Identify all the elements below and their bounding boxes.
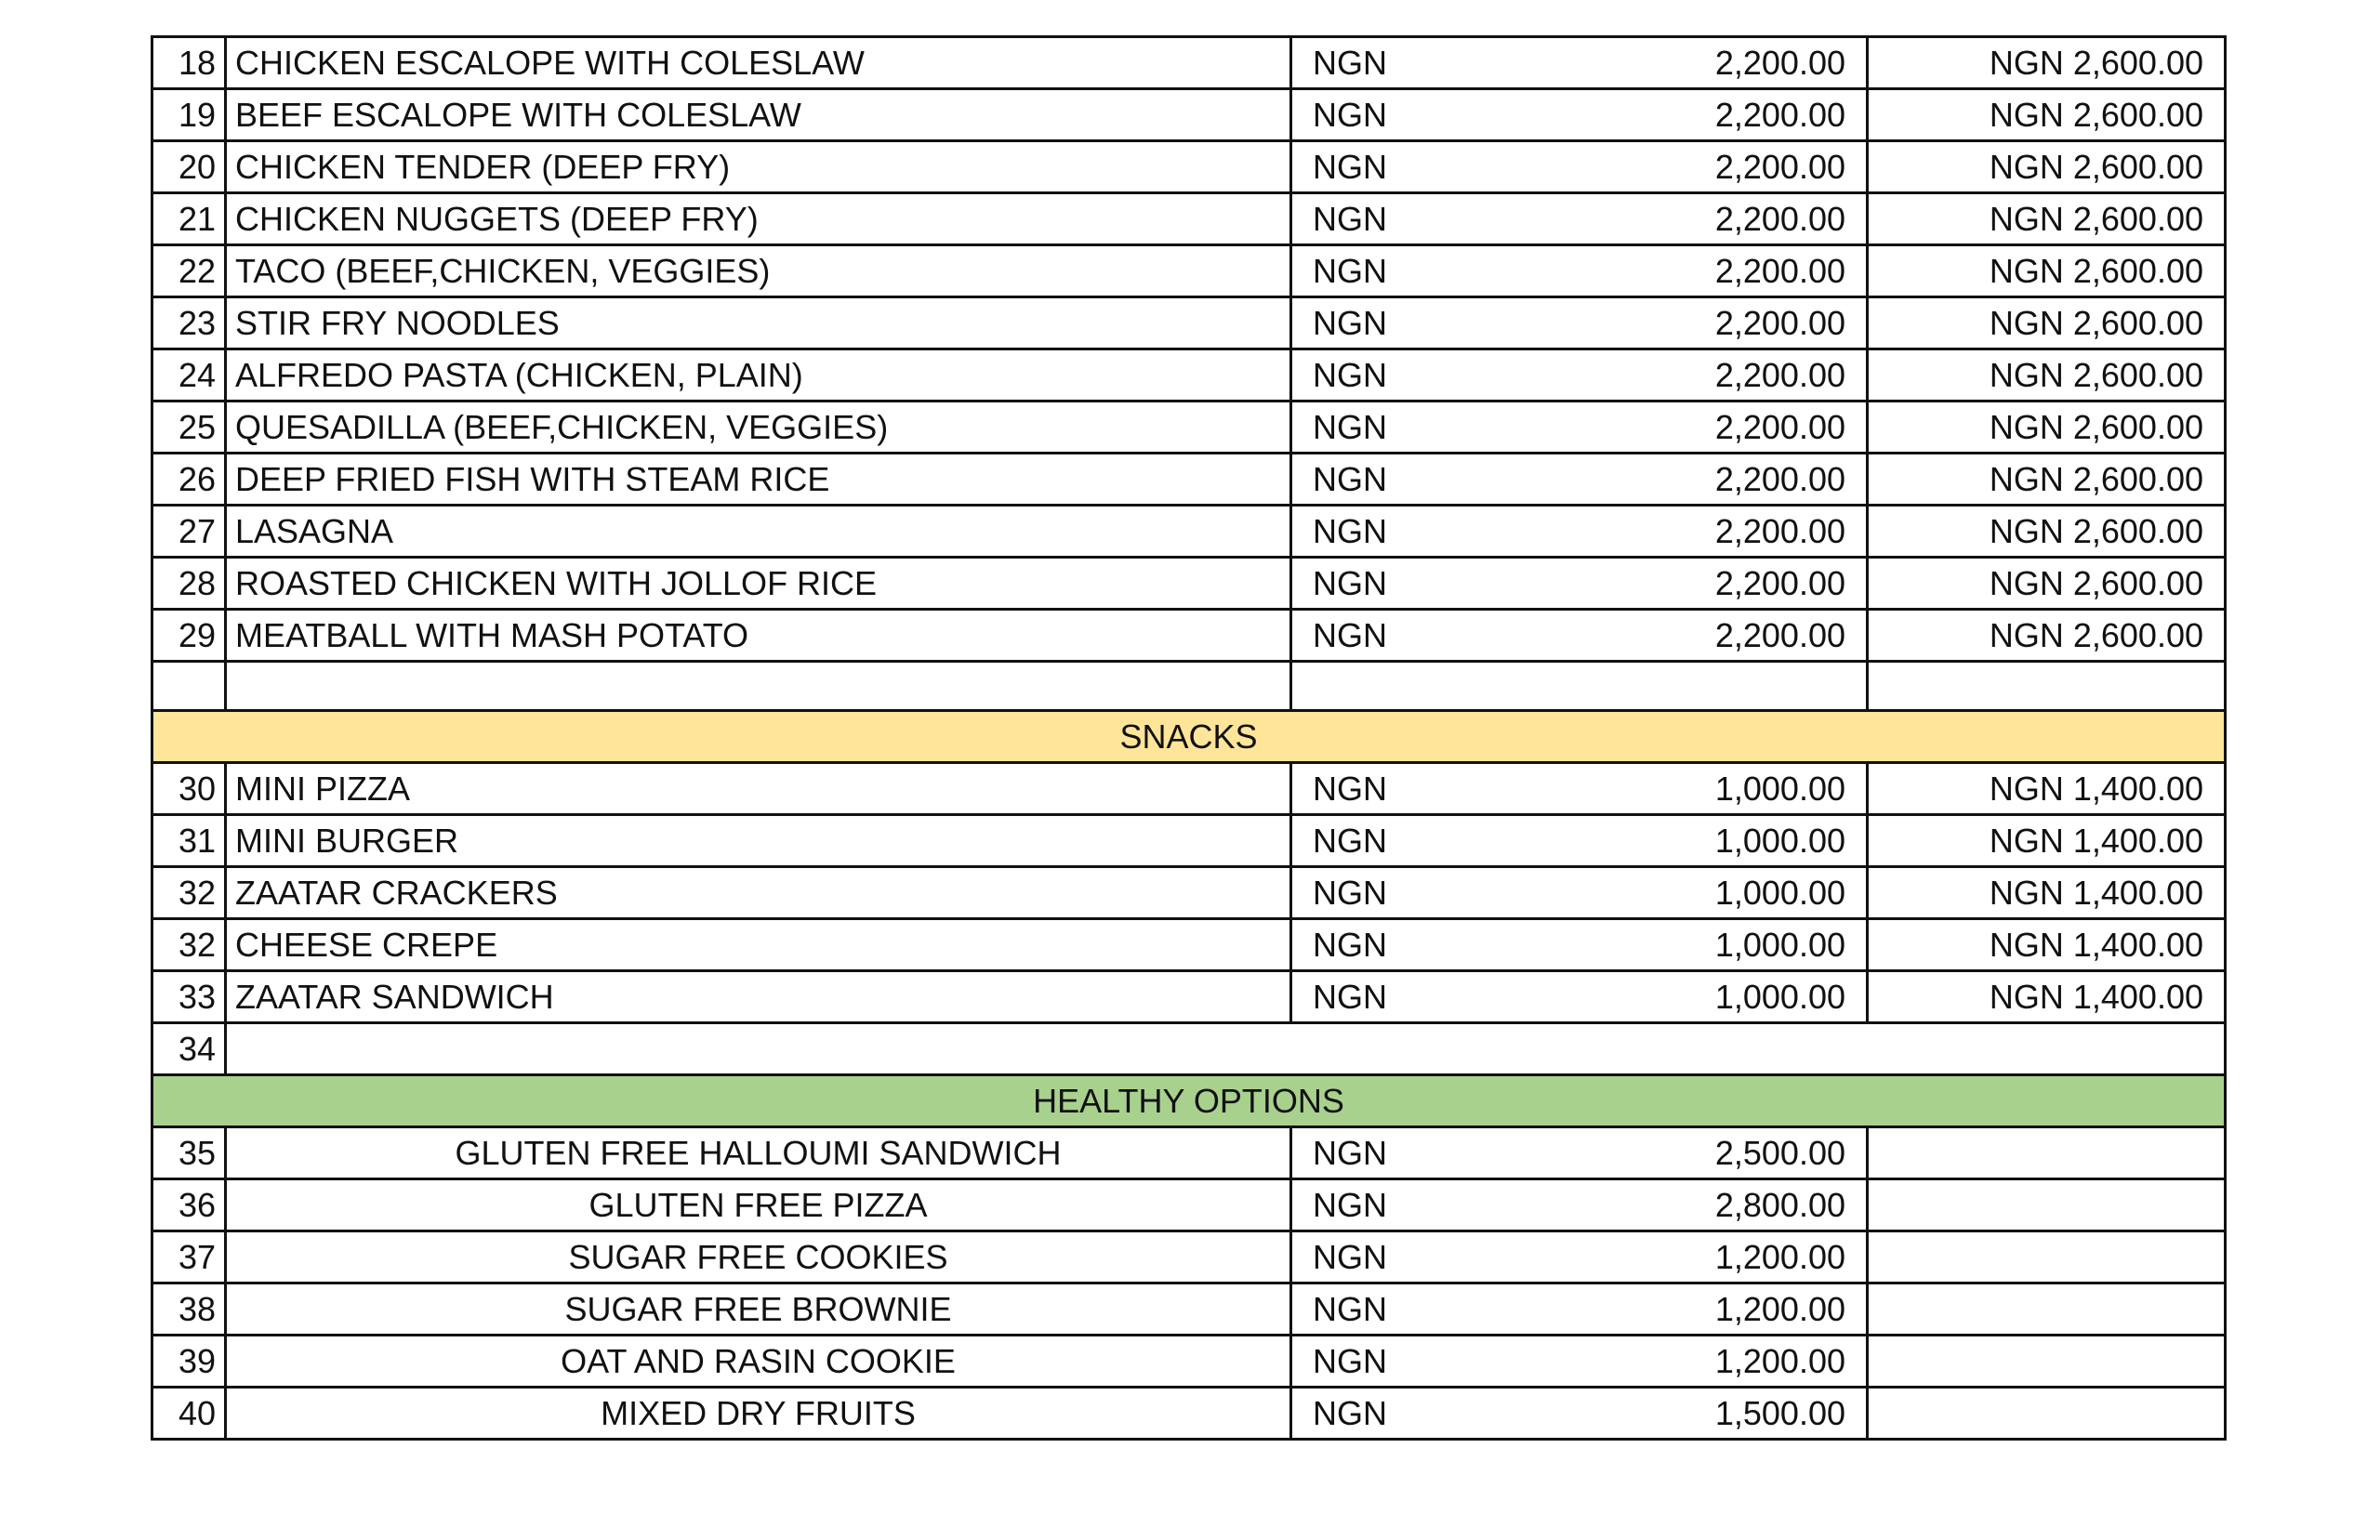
item-price: 1,000.00 xyxy=(1714,978,1845,1016)
currency-code: NGN xyxy=(1313,304,1387,342)
empty-cell xyxy=(1868,1179,2226,1231)
table-row xyxy=(152,297,2226,349)
item-name: MEATBALL WITH MASH POTATO xyxy=(226,610,1291,662)
currency-code: NGN xyxy=(1313,822,1387,860)
currency-code: NGN xyxy=(1313,200,1387,238)
item-price: 1,000.00 xyxy=(1714,874,1845,912)
table-row xyxy=(152,349,2226,401)
item-name: MINI BURGER xyxy=(226,815,1291,867)
item-number: 20 xyxy=(152,141,226,193)
empty-cell xyxy=(1291,662,1868,711)
table-row xyxy=(152,1179,2226,1231)
item-price: 2,200.00 xyxy=(1714,96,1845,134)
item-price: 1,000.00 xyxy=(1714,822,1845,860)
price-cell xyxy=(1291,1179,1868,1231)
section-title: SNACKS xyxy=(152,711,2226,763)
item-price: 2,200.00 xyxy=(1714,564,1845,602)
item-number: 35 xyxy=(152,1127,226,1179)
currency-code: NGN xyxy=(1313,252,1387,290)
item-number: 37 xyxy=(152,1231,226,1283)
price-cell xyxy=(1291,867,1868,919)
table-row xyxy=(152,919,2226,971)
item-alt-price: NGN 1,400.00 xyxy=(1868,815,2226,867)
price-cell xyxy=(1291,1231,1868,1283)
currency-code: NGN xyxy=(1313,96,1387,134)
table-row xyxy=(152,558,2226,610)
item-number: 32 xyxy=(152,919,226,971)
item-alt-price: NGN 2,600.00 xyxy=(1868,558,2226,610)
item-alt-price: NGN 1,400.00 xyxy=(1868,971,2226,1023)
table-row xyxy=(152,1127,2226,1179)
empty-cell xyxy=(1868,1336,2226,1388)
table-row xyxy=(152,763,2226,815)
item-price: 2,200.00 xyxy=(1714,44,1845,82)
item-number: 30 xyxy=(152,763,226,815)
table-row xyxy=(152,971,2226,1023)
table-row xyxy=(152,610,2226,662)
item-name: MIXED DRY FRUITS xyxy=(226,1388,1291,1440)
item-alt-price: NGN 2,600.00 xyxy=(1868,89,2226,141)
empty-cell xyxy=(226,662,1291,711)
item-price: 1,500.00 xyxy=(1714,1394,1845,1432)
empty-row xyxy=(152,662,2226,711)
item-name: DEEP FRIED FISH WITH STEAM RICE xyxy=(226,454,1291,506)
section-header-snacks xyxy=(152,711,2226,763)
section-title: HEALTHY OPTIONS xyxy=(152,1075,2226,1127)
price-cell xyxy=(1291,1388,1868,1440)
item-price: 2,200.00 xyxy=(1714,460,1845,498)
item-price: 2,800.00 xyxy=(1714,1186,1845,1224)
table-row xyxy=(152,815,2226,867)
item-number: 21 xyxy=(152,193,226,245)
currency-code: NGN xyxy=(1313,616,1387,654)
empty-cell xyxy=(152,662,226,711)
table-row xyxy=(152,1231,2226,1283)
price-cell xyxy=(1291,1283,1868,1336)
item-number: 38 xyxy=(152,1283,226,1336)
item-price: 1,000.00 xyxy=(1714,926,1845,964)
price-cell xyxy=(1291,919,1868,971)
item-number: 22 xyxy=(152,245,226,297)
price-cell xyxy=(1291,558,1868,610)
section-header-healthy-options xyxy=(152,1075,2226,1127)
item-price: 2,200.00 xyxy=(1714,616,1845,654)
item-alt-price: NGN 2,600.00 xyxy=(1868,506,2226,558)
item-price: 2,200.00 xyxy=(1714,252,1845,290)
item-number: 34 xyxy=(152,1023,226,1075)
item-price: 2,200.00 xyxy=(1714,200,1845,238)
currency-code: NGN xyxy=(1313,874,1387,912)
item-number: 31 xyxy=(152,815,226,867)
item-name: SUGAR FREE BROWNIE xyxy=(226,1283,1291,1336)
item-alt-price: NGN 2,600.00 xyxy=(1868,454,2226,506)
price-cell xyxy=(1291,815,1868,867)
item-price: 1,200.00 xyxy=(1714,1238,1845,1276)
price-cell xyxy=(1291,1127,1868,1179)
item-number: 40 xyxy=(152,1388,226,1440)
currency-code: NGN xyxy=(1313,564,1387,602)
currency-code: NGN xyxy=(1313,1290,1387,1328)
item-name: CHICKEN NUGGETS (DEEP FRY) xyxy=(226,193,1291,245)
table-row xyxy=(152,1283,2226,1336)
item-alt-price: NGN 1,400.00 xyxy=(1868,763,2226,815)
item-name: QUESADILLA (BEEF,CHICKEN, VEGGIES) xyxy=(226,401,1291,454)
item-alt-price: NGN 1,400.00 xyxy=(1868,919,2226,971)
item-name: GLUTEN FREE PIZZA xyxy=(226,1179,1291,1231)
item-number: 25 xyxy=(152,401,226,454)
item-name: CHICKEN TENDER (DEEP FRY) xyxy=(226,141,1291,193)
item-name: TACO (BEEF,CHICKEN, VEGGIES) xyxy=(226,245,1291,297)
item-name: ZAATAR CRACKERS xyxy=(226,867,1291,919)
item-name: ZAATAR SANDWICH xyxy=(226,971,1291,1023)
empty-cell xyxy=(1868,1127,2226,1179)
price-cell xyxy=(1291,971,1868,1023)
price-cell xyxy=(1291,89,1868,141)
item-number: 24 xyxy=(152,349,226,401)
item-name: GLUTEN FREE HALLOUMI SANDWICH xyxy=(226,1127,1291,1179)
price-cell xyxy=(1291,1336,1868,1388)
table-row xyxy=(152,454,2226,506)
currency-code: NGN xyxy=(1313,408,1387,446)
price-cell xyxy=(1291,506,1868,558)
price-cell xyxy=(1291,245,1868,297)
item-alt-price: NGN 2,600.00 xyxy=(1868,245,2226,297)
item-alt-price: NGN 2,600.00 xyxy=(1868,401,2226,454)
item-price: 1,200.00 xyxy=(1714,1342,1845,1380)
price-cell xyxy=(1291,141,1868,193)
table-row xyxy=(152,245,2226,297)
item-alt-price: NGN 2,600.00 xyxy=(1868,193,2226,245)
item-number: 26 xyxy=(152,454,226,506)
item-name: ROASTED CHICKEN WITH JOLLOF RICE xyxy=(226,558,1291,610)
currency-code: NGN xyxy=(1313,512,1387,550)
item-number: 19 xyxy=(152,89,226,141)
item-name: BEEF ESCALOPE WITH COLESLAW xyxy=(226,89,1291,141)
price-cell xyxy=(1291,297,1868,349)
item-number: 23 xyxy=(152,297,226,349)
currency-code: NGN xyxy=(1313,978,1387,1016)
empty-cell xyxy=(1868,1231,2226,1283)
table-row xyxy=(152,867,2226,919)
item-number: 29 xyxy=(152,610,226,662)
table-row xyxy=(152,1388,2226,1440)
item-price: 1,200.00 xyxy=(1714,1290,1845,1328)
currency-code: NGN xyxy=(1313,1186,1387,1224)
currency-code: NGN xyxy=(1313,356,1387,394)
item-number: 27 xyxy=(152,506,226,558)
item-name: MINI PIZZA xyxy=(226,763,1291,815)
price-cell xyxy=(1291,37,1868,89)
price-cell xyxy=(1291,193,1868,245)
item-price: 2,200.00 xyxy=(1714,304,1845,342)
table-row xyxy=(152,401,2226,454)
table-row xyxy=(152,1336,2226,1388)
price-cell xyxy=(1291,763,1868,815)
item-price: 2,200.00 xyxy=(1714,356,1845,394)
currency-code: NGN xyxy=(1313,460,1387,498)
item-number: 33 xyxy=(152,971,226,1023)
item-alt-price: NGN 2,600.00 xyxy=(1868,610,2226,662)
table-row xyxy=(152,37,2226,89)
item-price: 1,000.00 xyxy=(1714,770,1845,808)
item-alt-price: NGN 2,600.00 xyxy=(1868,37,2226,89)
currency-code: NGN xyxy=(1313,1134,1387,1172)
item-alt-price: NGN 2,600.00 xyxy=(1868,141,2226,193)
item-number: 18 xyxy=(152,37,226,89)
currency-code: NGN xyxy=(1313,1342,1387,1380)
item-number: 36 xyxy=(152,1179,226,1231)
currency-code: NGN xyxy=(1313,148,1387,186)
table-row xyxy=(152,506,2226,558)
empty-cell xyxy=(1868,662,2226,711)
item-name: LASAGNA xyxy=(226,506,1291,558)
item-price: 2,200.00 xyxy=(1714,148,1845,186)
currency-code: NGN xyxy=(1313,1238,1387,1276)
empty-cell xyxy=(1868,1388,2226,1440)
currency-code: NGN xyxy=(1313,1394,1387,1432)
price-cell xyxy=(1291,610,1868,662)
item-number: 39 xyxy=(152,1336,226,1388)
price-list-body xyxy=(152,37,2226,1440)
table-row xyxy=(152,1023,2226,1075)
item-price: 2,200.00 xyxy=(1714,512,1845,550)
item-name: OAT AND RASIN COOKIE xyxy=(226,1336,1291,1388)
item-price: 2,500.00 xyxy=(1714,1134,1845,1172)
price-cell xyxy=(1291,454,1868,506)
price-list-table xyxy=(151,35,2227,1441)
price-cell xyxy=(1291,349,1868,401)
item-alt-price: NGN 2,600.00 xyxy=(1868,349,2226,401)
item-alt-price: NGN 1,400.00 xyxy=(1868,867,2226,919)
price-cell xyxy=(1291,401,1868,454)
item-alt-price: NGN 2,600.00 xyxy=(1868,297,2226,349)
item-number: 32 xyxy=(152,867,226,919)
item-price: 2,200.00 xyxy=(1714,408,1845,446)
table-row xyxy=(152,141,2226,193)
table-row xyxy=(152,89,2226,141)
item-name: ALFREDO PASTA (CHICKEN, PLAIN) xyxy=(226,349,1291,401)
item-name: STIR FRY NOODLES xyxy=(226,297,1291,349)
currency-code: NGN xyxy=(1313,926,1387,964)
empty-cell xyxy=(1868,1283,2226,1336)
item-name: CHICKEN ESCALOPE WITH COLESLAW xyxy=(226,37,1291,89)
currency-code: NGN xyxy=(1313,770,1387,808)
currency-code: NGN xyxy=(1313,44,1387,82)
empty-cell xyxy=(226,1023,2226,1075)
table-row xyxy=(152,193,2226,245)
item-name: SUGAR FREE COOKIES xyxy=(226,1231,1291,1283)
item-number: 28 xyxy=(152,558,226,610)
item-name: CHEESE CREPE xyxy=(226,919,1291,971)
